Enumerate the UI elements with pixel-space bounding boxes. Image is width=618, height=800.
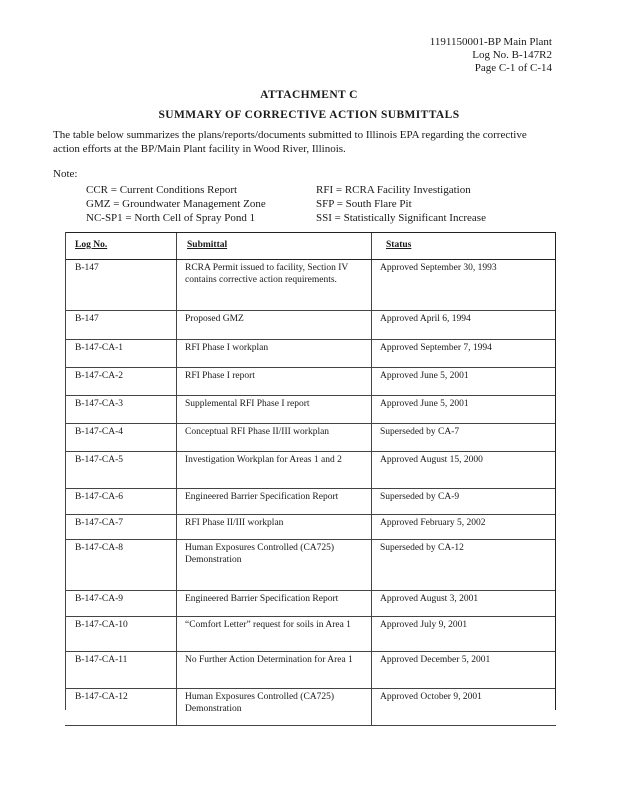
cell-status: Approved September 30, 1993 xyxy=(380,263,497,273)
cell-submittal: Engineered Barrier Specification Report xyxy=(177,591,372,616)
cell-submittal: “Comfort Letter” request for soils in Area 1 xyxy=(177,617,372,651)
cell-log-no: B-147-CA-1 xyxy=(65,340,177,367)
table-row xyxy=(65,591,556,617)
submittals-table xyxy=(65,232,556,726)
cell-submittal: Proposed GMZ xyxy=(177,311,372,339)
cell-log-no: B-147 xyxy=(65,260,177,310)
cell-status: Approved June 5, 2001 xyxy=(380,399,469,409)
cell-submittal: Supplemental RFI Phase I report xyxy=(177,396,372,423)
cell-status: Approved April 6, 1994 xyxy=(380,314,471,324)
column-header-log-no: Log No. xyxy=(65,233,177,259)
intro-paragraph: The table below summarizes the plans/reports/documents submitted to Illinois EPA regarding the corrective action efforts at the BP/Main Plant facility in Wood River, Illinois. xyxy=(53,129,527,155)
cell-status: Approved October 9, 2001 xyxy=(380,692,482,702)
cell-status: Superseded by CA-12 xyxy=(380,543,464,553)
cell-log-no: B-147-CA-2 xyxy=(65,368,177,395)
attachment-title: ATTACHMENT C xyxy=(260,89,358,101)
table-row xyxy=(65,489,556,515)
table-row xyxy=(65,260,556,311)
document-header xyxy=(430,36,552,75)
table-header-row xyxy=(65,232,556,260)
table-row xyxy=(65,424,556,452)
table-row xyxy=(65,689,556,726)
table-row xyxy=(65,540,556,591)
cell-status: Approved February 5, 2002 xyxy=(380,518,486,528)
cell-status: Approved August 15, 2000 xyxy=(380,455,483,465)
table-row xyxy=(65,617,556,652)
table-row xyxy=(65,652,556,689)
cell-log-no: B-147-CA-4 xyxy=(65,424,177,451)
header-project-id: 1191150001-BP Main Plant xyxy=(429,36,552,48)
cell-submittal: Conceptual RFI Phase II/III workplan xyxy=(177,424,372,451)
cell-submittal: RFI Phase I workplan xyxy=(177,340,372,367)
cell-status: Approved July 9, 2001 xyxy=(380,620,468,630)
table-row xyxy=(65,368,556,396)
cell-status: Approved September 7, 1994 xyxy=(380,343,492,353)
cell-log-no: B-147-CA-7 xyxy=(65,515,177,539)
cell-status: Superseded by CA-7 xyxy=(380,427,460,437)
cell-status: Approved December 5, 2001 xyxy=(380,655,491,665)
cell-log-no: B-147-CA-5 xyxy=(65,452,177,488)
table-row xyxy=(65,515,556,540)
cell-log-no: B-147-CA-12 xyxy=(65,689,177,725)
header-log-number: Log No. B-147R2 xyxy=(472,49,552,61)
cell-submittal: Investigation Workplan for Areas 1 and 2 xyxy=(177,452,372,488)
cell-status: Superseded by CA-9 xyxy=(380,492,460,502)
table-row xyxy=(65,396,556,424)
abbreviation: NC-SP1 = North Cell of Spray Pond 1 xyxy=(86,212,256,224)
abbreviation: GMZ = Groundwater Management Zone xyxy=(86,198,266,210)
abbreviation: SFP = South Flare Pit xyxy=(316,198,412,210)
cell-submittal: Human Exposures Controlled (CA725) Demonstration xyxy=(177,689,372,725)
column-header-status: Status xyxy=(386,240,412,250)
cell-submittal: RFI Phase I report xyxy=(177,368,372,395)
abbreviation: CCR = Current Conditions Report xyxy=(86,184,238,196)
header-page-number: Page C-1 of C-14 xyxy=(474,62,552,74)
cell-log-no: B-147 xyxy=(65,311,177,339)
cell-log-no: B-147-CA-8 xyxy=(65,540,177,590)
cell-submittal: Engineered Barrier Specification Report xyxy=(177,489,372,514)
cell-log-no: B-147-CA-10 xyxy=(65,617,177,651)
column-header-submittal: Submittal xyxy=(177,233,372,259)
cell-log-no: B-147-CA-11 xyxy=(65,652,177,688)
cell-log-no: B-147-CA-3 xyxy=(65,396,177,423)
table-row xyxy=(65,452,556,489)
cell-submittal: No Further Action Determination for Area 1 xyxy=(177,652,372,688)
cell-submittal: RCRA Permit issued to facility, Section IV contains corrective action requirements. xyxy=(177,260,372,310)
cell-status: Approved June 5, 2001 xyxy=(380,371,469,381)
summary-title: SUMMARY OF CORRECTIVE ACTION SUBMITTALS xyxy=(158,109,460,121)
note-label: Note: xyxy=(53,168,78,180)
cell-log-no: B-147-CA-9 xyxy=(65,591,177,616)
abbreviation: RFI = RCRA Facility Investigation xyxy=(316,184,471,196)
table-row xyxy=(65,311,556,340)
cell-status: Approved August 3, 2001 xyxy=(380,594,479,604)
cell-submittal: RFI Phase II/III workplan xyxy=(177,515,372,539)
abbreviation: SSI = Statistically Significant Increase xyxy=(316,212,486,224)
table-row xyxy=(65,340,556,368)
cell-log-no: B-147-CA-6 xyxy=(65,489,177,514)
cell-submittal: Human Exposures Controlled (CA725) Demonstration xyxy=(177,540,372,590)
